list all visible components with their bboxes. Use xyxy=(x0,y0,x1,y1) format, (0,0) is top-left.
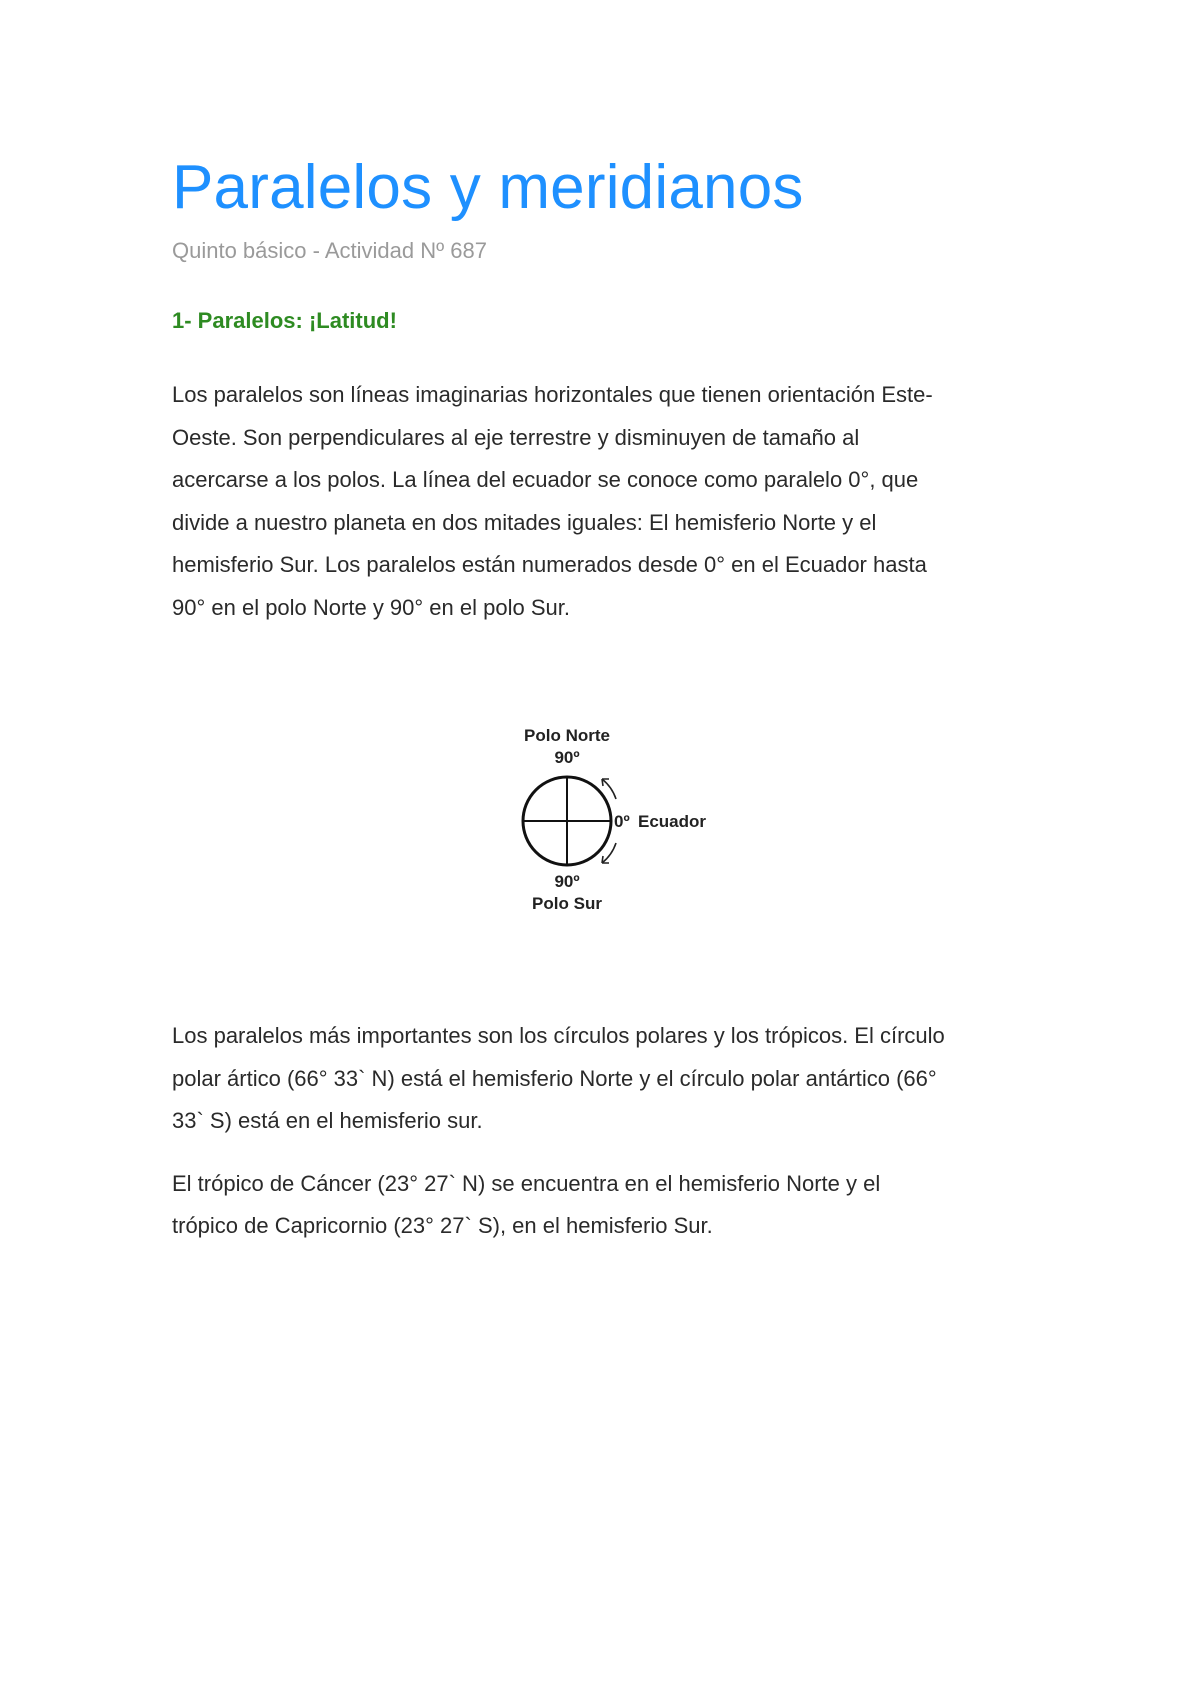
page-title: Paralelos y meridianos xyxy=(172,153,804,222)
text-line: Los paralelos son líneas imaginarias horizontales que tienen orientación Este- xyxy=(172,382,933,407)
paragraph-important-parallels xyxy=(172,1015,1042,1143)
text-line: divide a nuestro planeta en dos mitades iguales: El hemisferio Norte y el xyxy=(172,509,877,535)
page-subtitle: Quinto básico - Actividad Nº 687 xyxy=(172,238,487,263)
south-pole-label: Polo Sur xyxy=(532,894,602,913)
text-line: 33` S) está en el hemisferio sur. xyxy=(172,1108,483,1133)
globe-diagram-svg xyxy=(512,723,742,923)
text-line: 90° en el polo Norte y 90° en el polo Sur. xyxy=(172,594,570,620)
latitude-diagram xyxy=(172,723,1042,923)
paragraph-intro xyxy=(172,374,1042,629)
text-line: El trópico de Cáncer (23° 27` N) se encuentra en el hemisferio Norte y el xyxy=(172,1170,881,1196)
equator-label: Ecuador xyxy=(638,812,707,831)
text-line: trópico de Capricornio (23° 27` S), en el hemisferio Sur. xyxy=(172,1213,713,1238)
text-line: hemisferio Sur. Los paralelos están numerados desde 0° en el Ecuador hasta xyxy=(172,552,927,577)
text-line: acercarse a los polos. La línea del ecuador se conoce como paralelo 0°, que xyxy=(172,467,919,492)
document-page xyxy=(172,150,1042,1248)
text-line: polar ártico (66° 33` N) está el hemisferio Norte y el círculo polar antártico (66° xyxy=(172,1065,937,1091)
north-pole-label: Polo Norte xyxy=(524,726,610,745)
north-degree-label: 90º xyxy=(554,748,580,767)
equator-degree-label: 0º xyxy=(614,812,630,831)
text-line: Los paralelos más importantes son los círculos polares y los trópicos. El círculo xyxy=(172,1023,945,1048)
paragraph-tropics xyxy=(172,1163,1042,1248)
south-degree-label: 90º xyxy=(554,872,580,891)
text-line: Oeste. Son perpendiculares al eje terrestre y disminuyen de tamaño al xyxy=(172,424,860,450)
section-heading-paralelos: 1- Paralelos: ¡Latitud! xyxy=(172,308,397,333)
